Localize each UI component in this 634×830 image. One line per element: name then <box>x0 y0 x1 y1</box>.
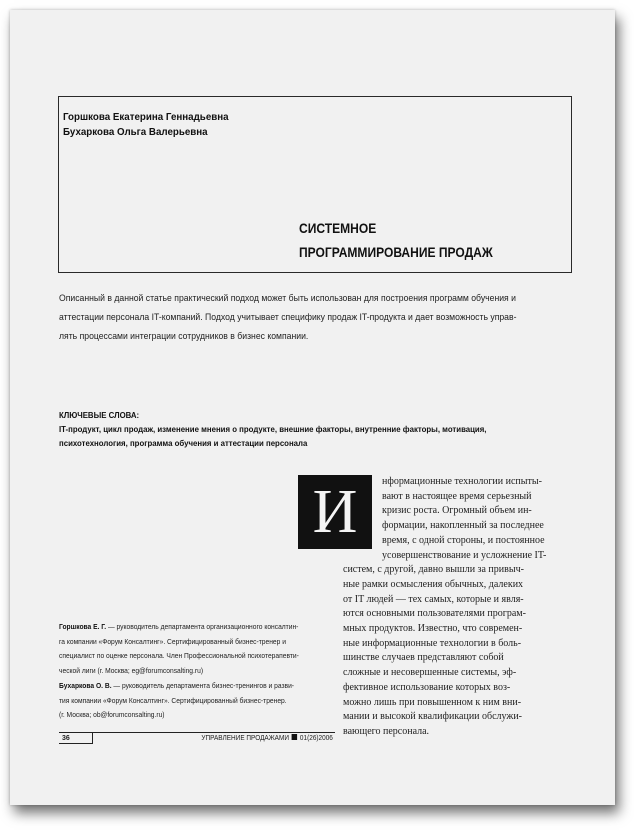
bio-line <box>59 679 343 694</box>
bio-line: специалист по оценке персонала. Член Профессиональной психотерапевти- <box>59 651 299 661</box>
bio-line: га компании «Форум Консалтинг». Сертифицированный бизнес-тренер и <box>59 636 286 646</box>
body-line: ные информационные технологии в боль- <box>343 637 522 649</box>
body-line: кризис роста. Огромный объем ин- <box>382 505 532 517</box>
body-line: ются основными пользователями програм- <box>343 608 526 620</box>
body-line: вающего персонала. <box>343 725 430 737</box>
body-line: систем, с другой, давно вышли за привыч- <box>343 564 524 576</box>
bio-name: Горшкова Е. Г. <box>59 622 107 631</box>
keywords-line: IT-продукт, цикл продаж, изменение мнения о продукте, внешние факторы, внутренние факторы, мотивация, <box>59 424 487 434</box>
bio-name: Бухаркова О. В. <box>59 680 112 690</box>
body-line: можно лишь при повышенном к ним вни- <box>343 696 522 708</box>
keywords-heading: КЛЮЧЕВЫЕ СЛОВА: <box>59 410 140 420</box>
author-name: Горшкова Екатерина Геннадьевна <box>63 111 229 123</box>
issue-number: 01(26)2006 <box>300 735 333 742</box>
body-line: нформационные технологии испыты- <box>382 476 542 487</box>
authors-block <box>63 110 229 140</box>
bio-text: — руководитель департамента бизнес-тренингов и разви- <box>111 680 295 690</box>
body-line: фективное использование которых воз- <box>343 681 511 693</box>
body-text <box>343 475 547 740</box>
body-line: время, с одной стороны, и постоянное <box>382 534 545 546</box>
abstract-line: Описанный в данной статье практический подход может быть использован для построения программ обучения и <box>59 293 516 304</box>
page-number: 36 <box>59 733 93 744</box>
author-name: Бухаркова Ольга Валерьевна <box>63 126 208 138</box>
title-line: СИСТЕМНОЕ <box>299 220 377 236</box>
bio-line: ческой лиги (г. Москва; eg@forumconsalting.ru) <box>59 666 204 676</box>
body-line: мании и высокой квалификации обслужи- <box>343 711 523 723</box>
magazine-name: УПРАВЛЕНИЕ ПРОДАЖАМИ <box>201 735 290 742</box>
abstract-line: лять процессами интеграции сотрудников в бизнес компании. <box>59 331 309 342</box>
body-line: шинстве случаев представляют собой <box>343 652 504 664</box>
body-line: усовершенствование и усложнение IT- <box>382 549 547 561</box>
body-line: от IT людей — тех самых, которые и явля- <box>343 593 524 605</box>
abstract-line: аттестации персонала IT-компаний. Подход учитывает специфику продаж IT-продукта и дает возможность управ- <box>59 312 517 323</box>
body-line: формации, накопленный за последнее <box>382 520 544 532</box>
magazine-info <box>202 733 333 745</box>
keywords-text <box>59 422 547 450</box>
body-line: вают в настоящее время серьезный <box>382 490 532 502</box>
bio-line: тия компании «Форум Консалтинг». Сертифицированный бизнес-тренер. <box>59 695 287 705</box>
bio-line: (г. Москва; ob@forumconsalting.ru) <box>59 710 165 720</box>
author-bios <box>59 620 343 723</box>
body-line: сложные и несовершенные системы, эф- <box>343 667 517 679</box>
keywords-line: психотехнология, программа обучения и аттестации персонала <box>59 438 308 448</box>
page-footer <box>59 733 335 745</box>
bio-text: — руководитель департамента организационного консалтин- <box>106 622 299 631</box>
body-line: мных продуктов. Известно, что современ- <box>343 623 523 635</box>
body-line: ные рамки осмысления обычных, далеких <box>343 578 524 590</box>
drop-cap: И <box>298 475 372 549</box>
abstract <box>59 289 564 346</box>
article-title <box>299 216 493 264</box>
square-bullet-icon <box>292 734 298 740</box>
bio-line <box>59 620 343 635</box>
title-line: ПРОГРАММИРОВАНИЕ ПРОДАЖ <box>299 244 493 260</box>
